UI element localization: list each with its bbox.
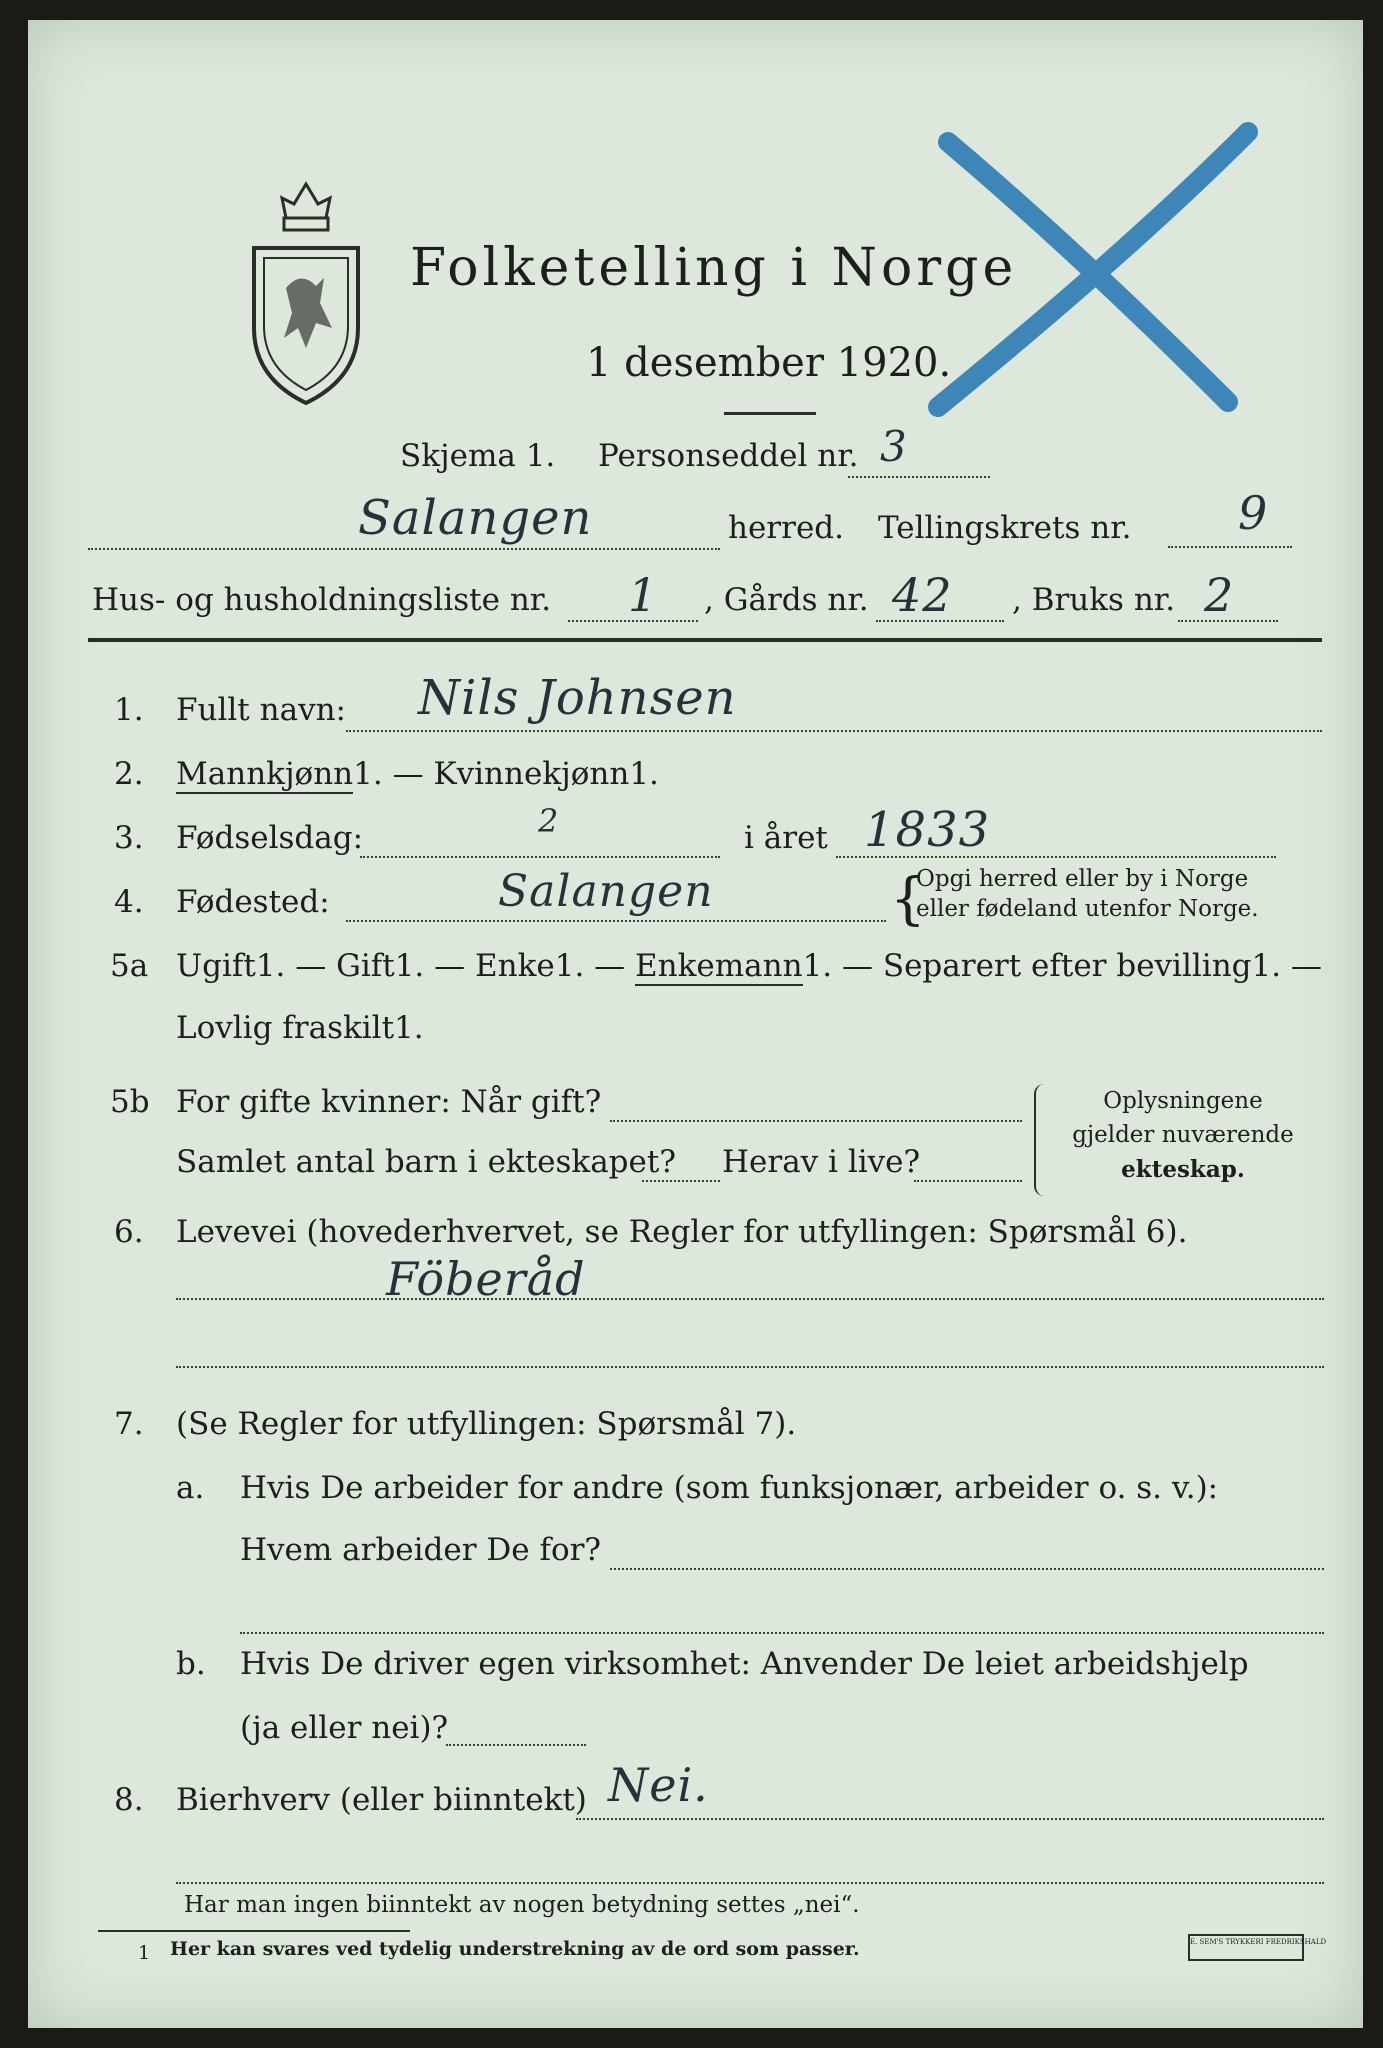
- q8-line1: [576, 1818, 1324, 1820]
- census-date: 1 desember 1920.: [586, 340, 952, 386]
- gards-value: 42: [892, 568, 953, 622]
- q8-label: Bierhverv (eller biinntekt): [176, 1782, 587, 1818]
- q6-label: Levevei (hovederhvervet, se Regler for utfyllingen: Spørsmål 6).: [176, 1214, 1188, 1250]
- title-divider: [724, 412, 816, 415]
- q6-number: 6.: [114, 1214, 144, 1250]
- q8-value: Nei.: [608, 1758, 709, 1812]
- q5b-note-line3: ekteskap.: [1121, 1156, 1245, 1183]
- blue-cross-mark: [908, 102, 1288, 422]
- q3-day-value: 2: [538, 802, 560, 840]
- q7b-yesno-label: (ja eller nei)?: [240, 1710, 449, 1746]
- q7a-text: Hvis De arbeider for andre (som funksjonær, arbeider o. s. v.):: [240, 1470, 1219, 1506]
- census-form-sheet: [28, 20, 1363, 2028]
- q3-year-label: i året: [744, 820, 828, 856]
- husholdning-value: 1: [628, 568, 659, 622]
- q1-label: Fullt navn:: [176, 692, 346, 728]
- q7a-letter: a.: [176, 1470, 205, 1506]
- q5a-options: [176, 948, 1322, 984]
- q5b-note-line2: gjelder nuværende: [1072, 1122, 1294, 1148]
- q7b-letter: b.: [176, 1646, 206, 1682]
- footnote-rule: [98, 1930, 410, 1932]
- q2-number: 2.: [114, 756, 144, 792]
- q8-number: 8.: [114, 1782, 144, 1818]
- footnote-mark: 1: [138, 1942, 151, 1964]
- herred-line: [88, 548, 720, 550]
- skjema-label: Skjema 1.: [400, 438, 556, 474]
- q3-label: Fødselsdag:: [176, 820, 364, 856]
- q5b-when-married-label: For gifte kvinner: Når gift?: [176, 1084, 602, 1120]
- q5b-number: 5b: [110, 1084, 150, 1120]
- q3-year-value: 1833: [864, 802, 991, 858]
- q2-male: Mannkjønn: [176, 756, 354, 792]
- q5b-when-married-line: [610, 1120, 1022, 1122]
- q5a-number: 5a: [110, 948, 149, 984]
- q2-options: [176, 756, 659, 792]
- q4-note-line2: eller fødeland utenfor Norge.: [916, 896, 1259, 922]
- q4-label: Fødested:: [176, 884, 330, 920]
- q5b-alive-line: [914, 1180, 1022, 1182]
- q5b-children-line: [642, 1180, 720, 1182]
- q8-line2: [176, 1882, 1324, 1884]
- gards-label: , Gårds nr.: [704, 582, 869, 618]
- q5b-alive-label: Herav i live?: [722, 1144, 921, 1180]
- q5b-bracket: [1034, 1084, 1044, 1196]
- q7b-text: Hvis De driver egen virksomhet: Anvender De leiet arbeidshjelp: [240, 1646, 1249, 1682]
- personseddel-line: [848, 476, 990, 478]
- q4-note-line1: Opgi herred eller by i Norge: [916, 866, 1249, 892]
- husholdning-label: Hus- og husholdningsliste nr.: [92, 582, 552, 618]
- q1-line: [346, 730, 1322, 732]
- form-title: Folketelling i Norge: [410, 238, 1018, 298]
- q7a-who-line: [610, 1568, 1324, 1570]
- q7-label: (Se Regler for utfyllingen: Spørsmål 7).: [176, 1406, 797, 1442]
- q5a-options-end: 1. — Separert efter bevilling1. —: [802, 948, 1322, 984]
- q6-value: Föberåd: [386, 1252, 586, 1306]
- q3-day-line: [360, 856, 720, 858]
- q7b-yesno-line: [446, 1744, 586, 1746]
- herred-value: Salangen: [358, 490, 593, 546]
- q4-number: 4.: [114, 884, 144, 920]
- q3-number: 3.: [114, 820, 144, 856]
- tellingskrets-line: [1168, 546, 1292, 548]
- personseddel-value: 3: [880, 422, 908, 471]
- coat-of-arms-icon: [246, 178, 366, 408]
- bruks-label: , Bruks nr.: [1012, 582, 1176, 618]
- footnote-text: Her kan svares ved tydelig understrekning av de ord som passer.: [170, 1938, 860, 1960]
- q7-number: 7.: [114, 1406, 144, 1442]
- q6-line1: [176, 1298, 1324, 1300]
- personseddel-label: Personseddel nr.: [598, 438, 859, 474]
- printer-stamp: E. SEM'S TRYKKERI FREDRIKSHALD: [1188, 1934, 1304, 1961]
- tellingskrets-value: 9: [1238, 486, 1269, 540]
- tellingskrets-label: Tellingskrets nr.: [878, 510, 1132, 546]
- herred-label: herred.: [728, 510, 844, 546]
- q5a-enkemann: Enkemann: [635, 948, 803, 984]
- q5a-line2: Lovlig fraskilt1.: [176, 1010, 424, 1046]
- q8-note: Har man ingen biinntekt av nogen betydning settes „nei“.: [184, 1892, 860, 1918]
- q4-brace: {: [890, 867, 926, 932]
- q4-line: [346, 920, 886, 922]
- q2-separator: 1. —: [353, 756, 434, 792]
- q2-female: Kvinnekjønn1.: [433, 756, 659, 792]
- q1-number: 1.: [114, 692, 144, 728]
- q5b-children-label: Samlet antal barn i ekteskapet?: [176, 1144, 676, 1180]
- q4-value: Salangen: [498, 866, 714, 917]
- q5a-options-start: Ugift1. — Gift1. — Enke1. —: [176, 948, 636, 984]
- bruks-value: 2: [1204, 568, 1235, 622]
- header-separator: [88, 638, 1322, 642]
- q6-line2: [176, 1366, 1324, 1368]
- q5b-note-line1: Oplysningene: [1103, 1088, 1263, 1114]
- q7a-extra-line: [240, 1632, 1324, 1634]
- q1-value: Nils Johnsen: [418, 670, 737, 726]
- q7a-who-label: Hvem arbeider De for?: [240, 1532, 602, 1568]
